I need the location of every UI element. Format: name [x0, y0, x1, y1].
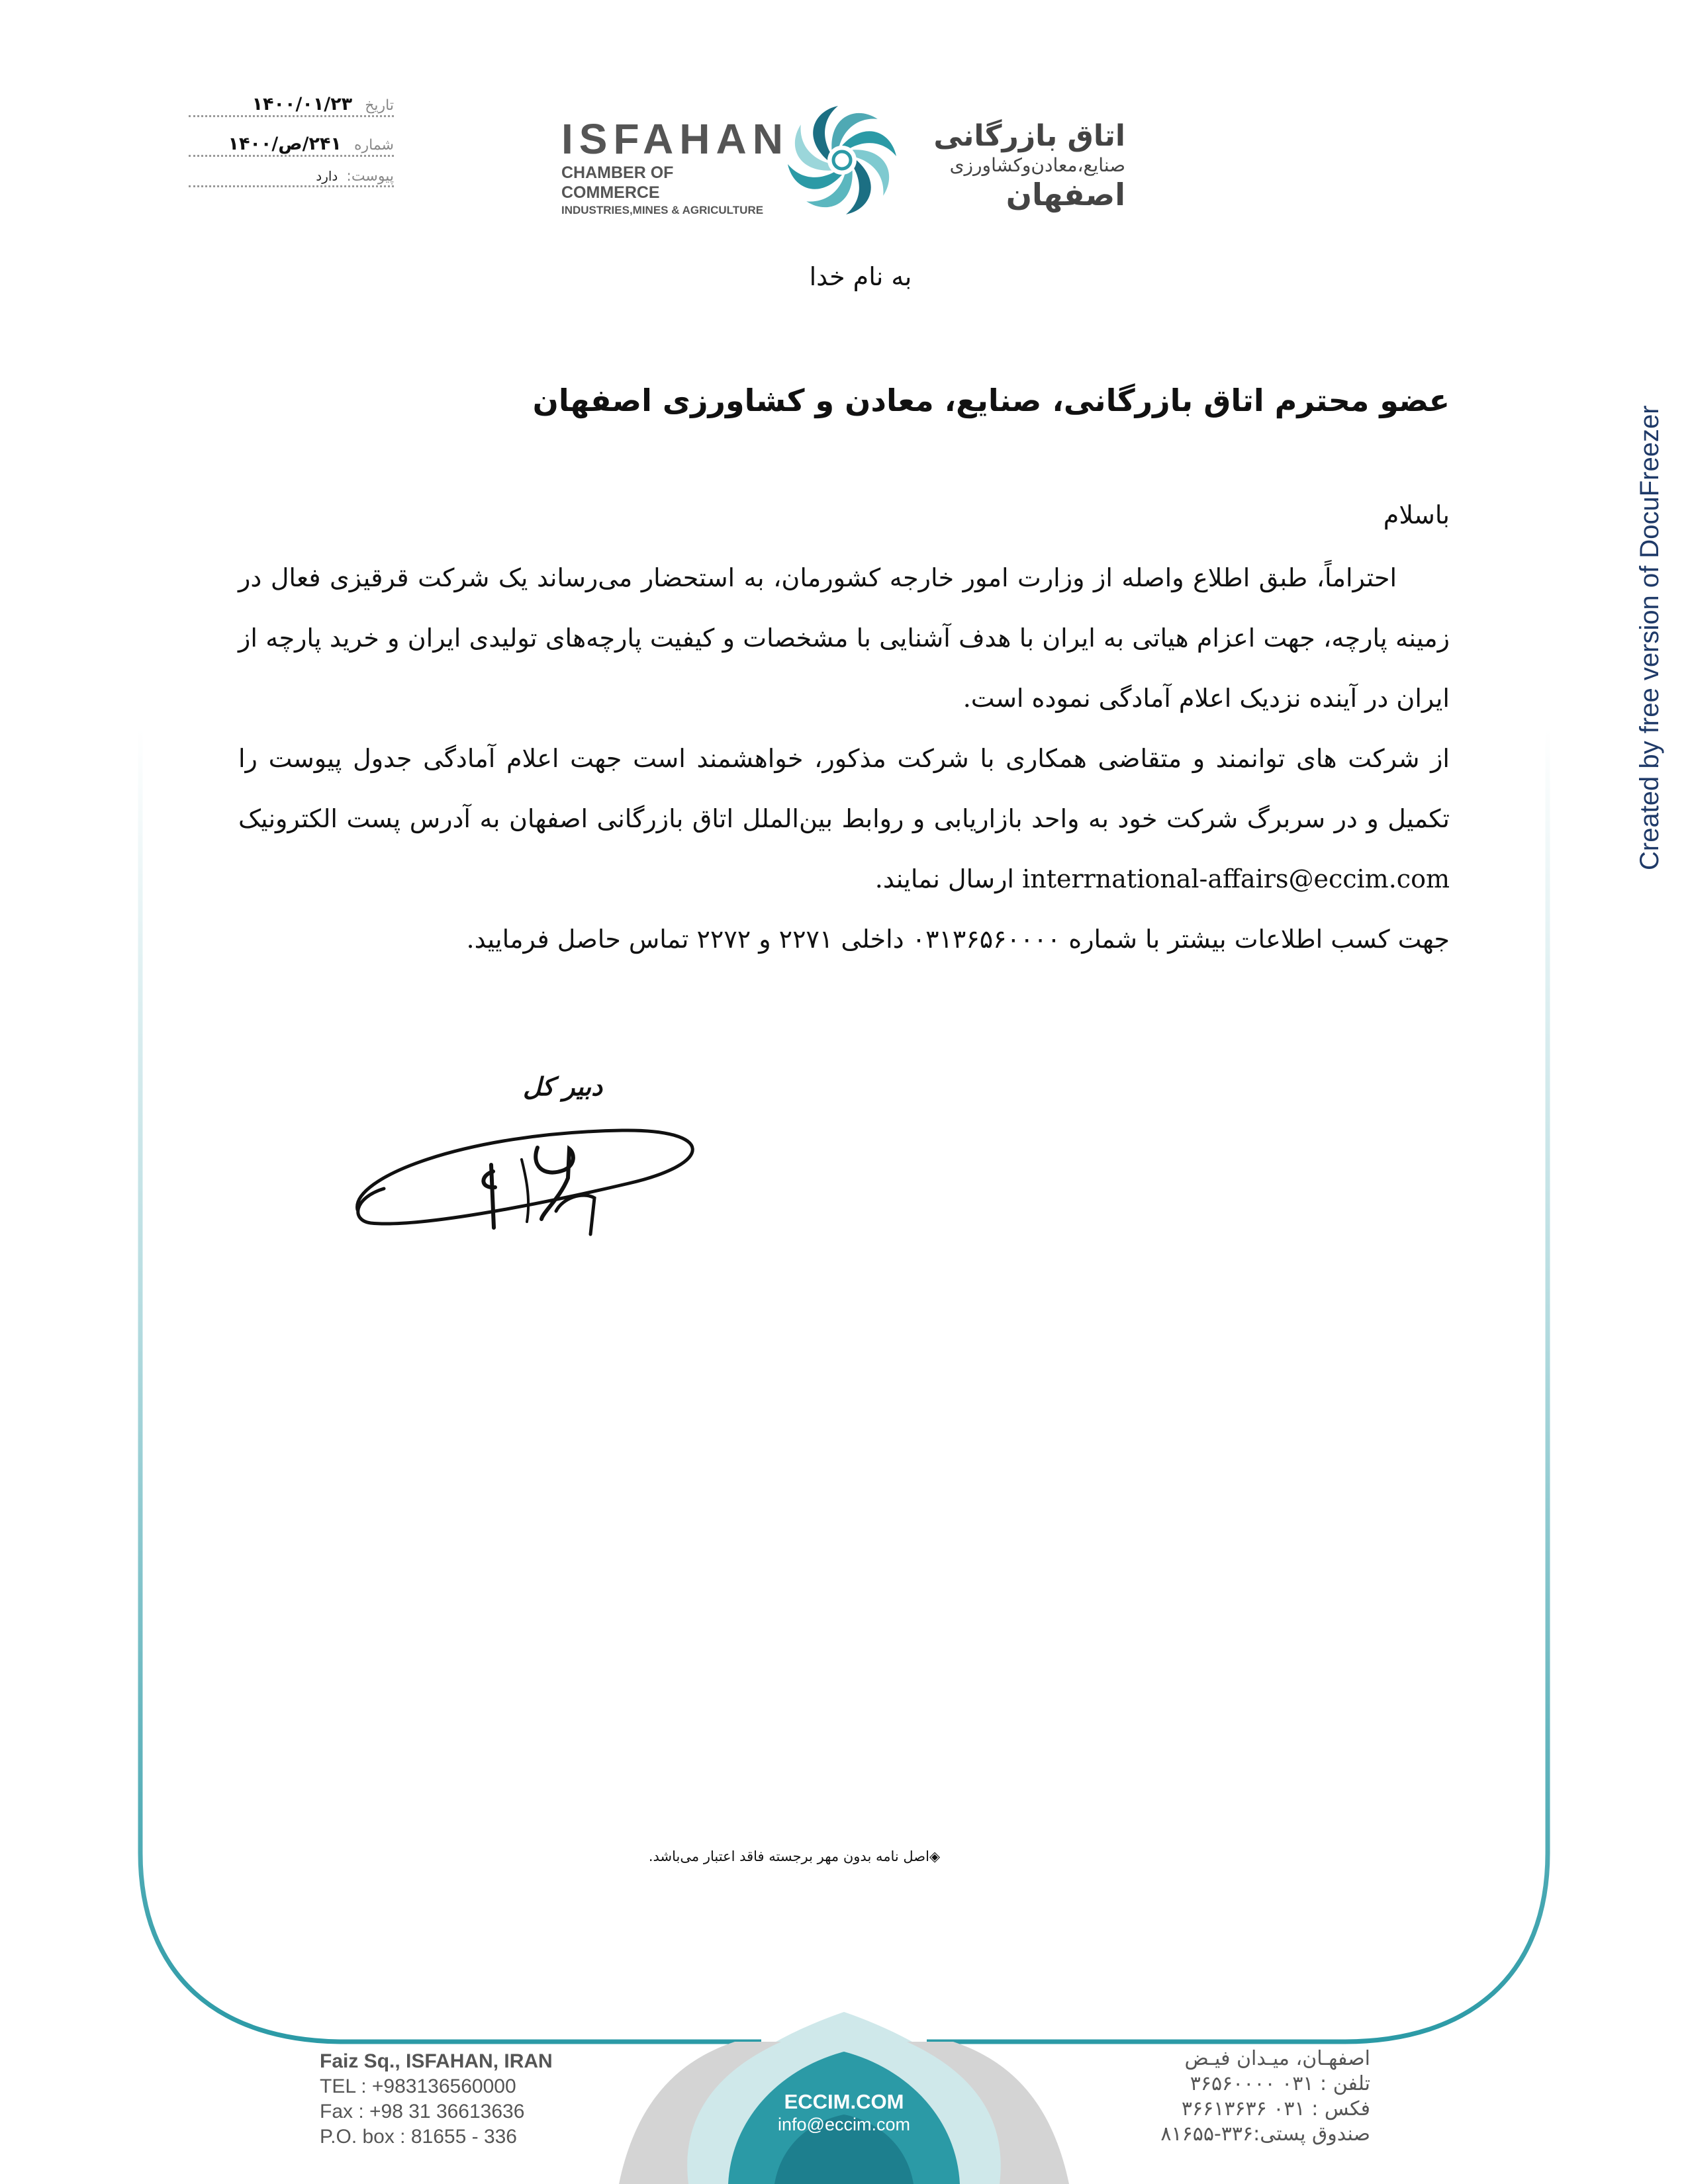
signature-title: دبیر کل: [522, 1072, 603, 1101]
date-label: تاریخ: [365, 97, 394, 114]
letter-heading: عضو محترم اتاق بازرگانی، صنایع، معادن و کشاورزی اصفهان: [532, 383, 1450, 418]
date-value: ۱۴۰۰/۰۱/۲۳: [252, 94, 353, 114]
footer-web-contact: [735, 2090, 953, 2135]
footer-en-pobox: P.O. box : 81655 - 336: [320, 2126, 517, 2148]
diamond-bullet-icon: ◈: [929, 1848, 941, 1864]
attachment-label: پیوست:: [346, 168, 394, 185]
footer-fa-address: اصفهـان، میـدان فیـض: [1184, 2047, 1370, 2070]
greeting: باسلام: [1383, 500, 1450, 529]
number-value: ۲۴۱/ص/۱۴۰۰: [228, 134, 342, 154]
attachment-value: دارد: [316, 168, 338, 184]
footer-en-tel: TEL : +983136560000: [320, 2075, 516, 2097]
footer-email-link[interactable]: info@eccim.com: [778, 2115, 910, 2134]
footer-fa-fax: فکس : ۰۳۱ ۳۶۶۱۳۶۳۶: [1181, 2097, 1370, 2120]
footer-fa-pobox: صندوق پستی:۳۳۶-۸۱۶۵۵: [1160, 2122, 1370, 2146]
footer-en-address: Faiz Sq., ISFAHAN, IRAN: [320, 2050, 553, 2072]
paragraph-3: جهت کسب اطلاعات بیشتر با شماره ۰۳۱۳۶۵۶۰۰۰۰ داخلی ۲۲۷۱ و ۲۲۷۲ تماس حاصل فرمایید.: [466, 925, 1450, 954]
footer-english-contact: [320, 2049, 553, 2150]
footer-persian-contact: [1125, 2046, 1370, 2147]
logo-en-line3: INDUSTRIES,MINES & AGRICULTURE: [561, 204, 764, 216]
logo-en-line2: CHAMBER OF COMMERCE: [561, 163, 674, 202]
paragraph-2-end: ارسال نمایند.: [874, 864, 1014, 893]
footer-fa-tel: تلفن : ۰۳۱ ۳۶۵۶۰۰۰۰: [1190, 2072, 1370, 2095]
email-link[interactable]: interrnational-affairs@eccim.com: [1022, 864, 1450, 893]
logo-fa-line2: صنایع،معادن‌وکشاورزی: [949, 154, 1125, 176]
footer-en-fax: Fax : +98 31 36613636: [320, 2101, 525, 2122]
validity-note-text: اصل نامه بدون مهر برجسته فاقد اعتبار می‌باشد.: [648, 1848, 929, 1864]
paragraph-2-text: از شرکت های توانمند و متقاضی همکاری با شرکت مذکور، خواهشمند است جهت اعلام آمادگی جدول پیوست را تکمیل و در سربرگ شرکت خود به واحد بازاریابی و روابط بین‌الملل اتاق بازرگانی اصفهان به آدرس پست الکترونیک: [238, 744, 1450, 833]
footer-website-link[interactable]: ECCIM.COM: [784, 2090, 904, 2113]
logo-en-line1: ISFAHAN: [561, 115, 789, 163]
basmala: به نام خدا: [809, 262, 912, 291]
paragraph-1: احتراماً، طبق اطلاع واصله از وزارت امور خارجه کشورمان، به استحضار می‌رساند یک شرکت قرقیزی فعال در زمینه پارچه، جهت اعزام هیاتی به ایران با هدف آشنایی با مشخصات و کیفیت پارچه‌های تولیدی ایران و خرید پارچه از ایران در آینده نزدیک اعلام آمادگی نموده است.: [238, 563, 1450, 713]
docufreezer-watermark: Created by free version of DocuFreezer: [1635, 405, 1664, 870]
logo-fa-line1: اتاق بازرگانی: [933, 119, 1125, 153]
number-label: شماره: [353, 137, 394, 154]
logo-fa-line3: اصفهان: [1006, 177, 1125, 212]
